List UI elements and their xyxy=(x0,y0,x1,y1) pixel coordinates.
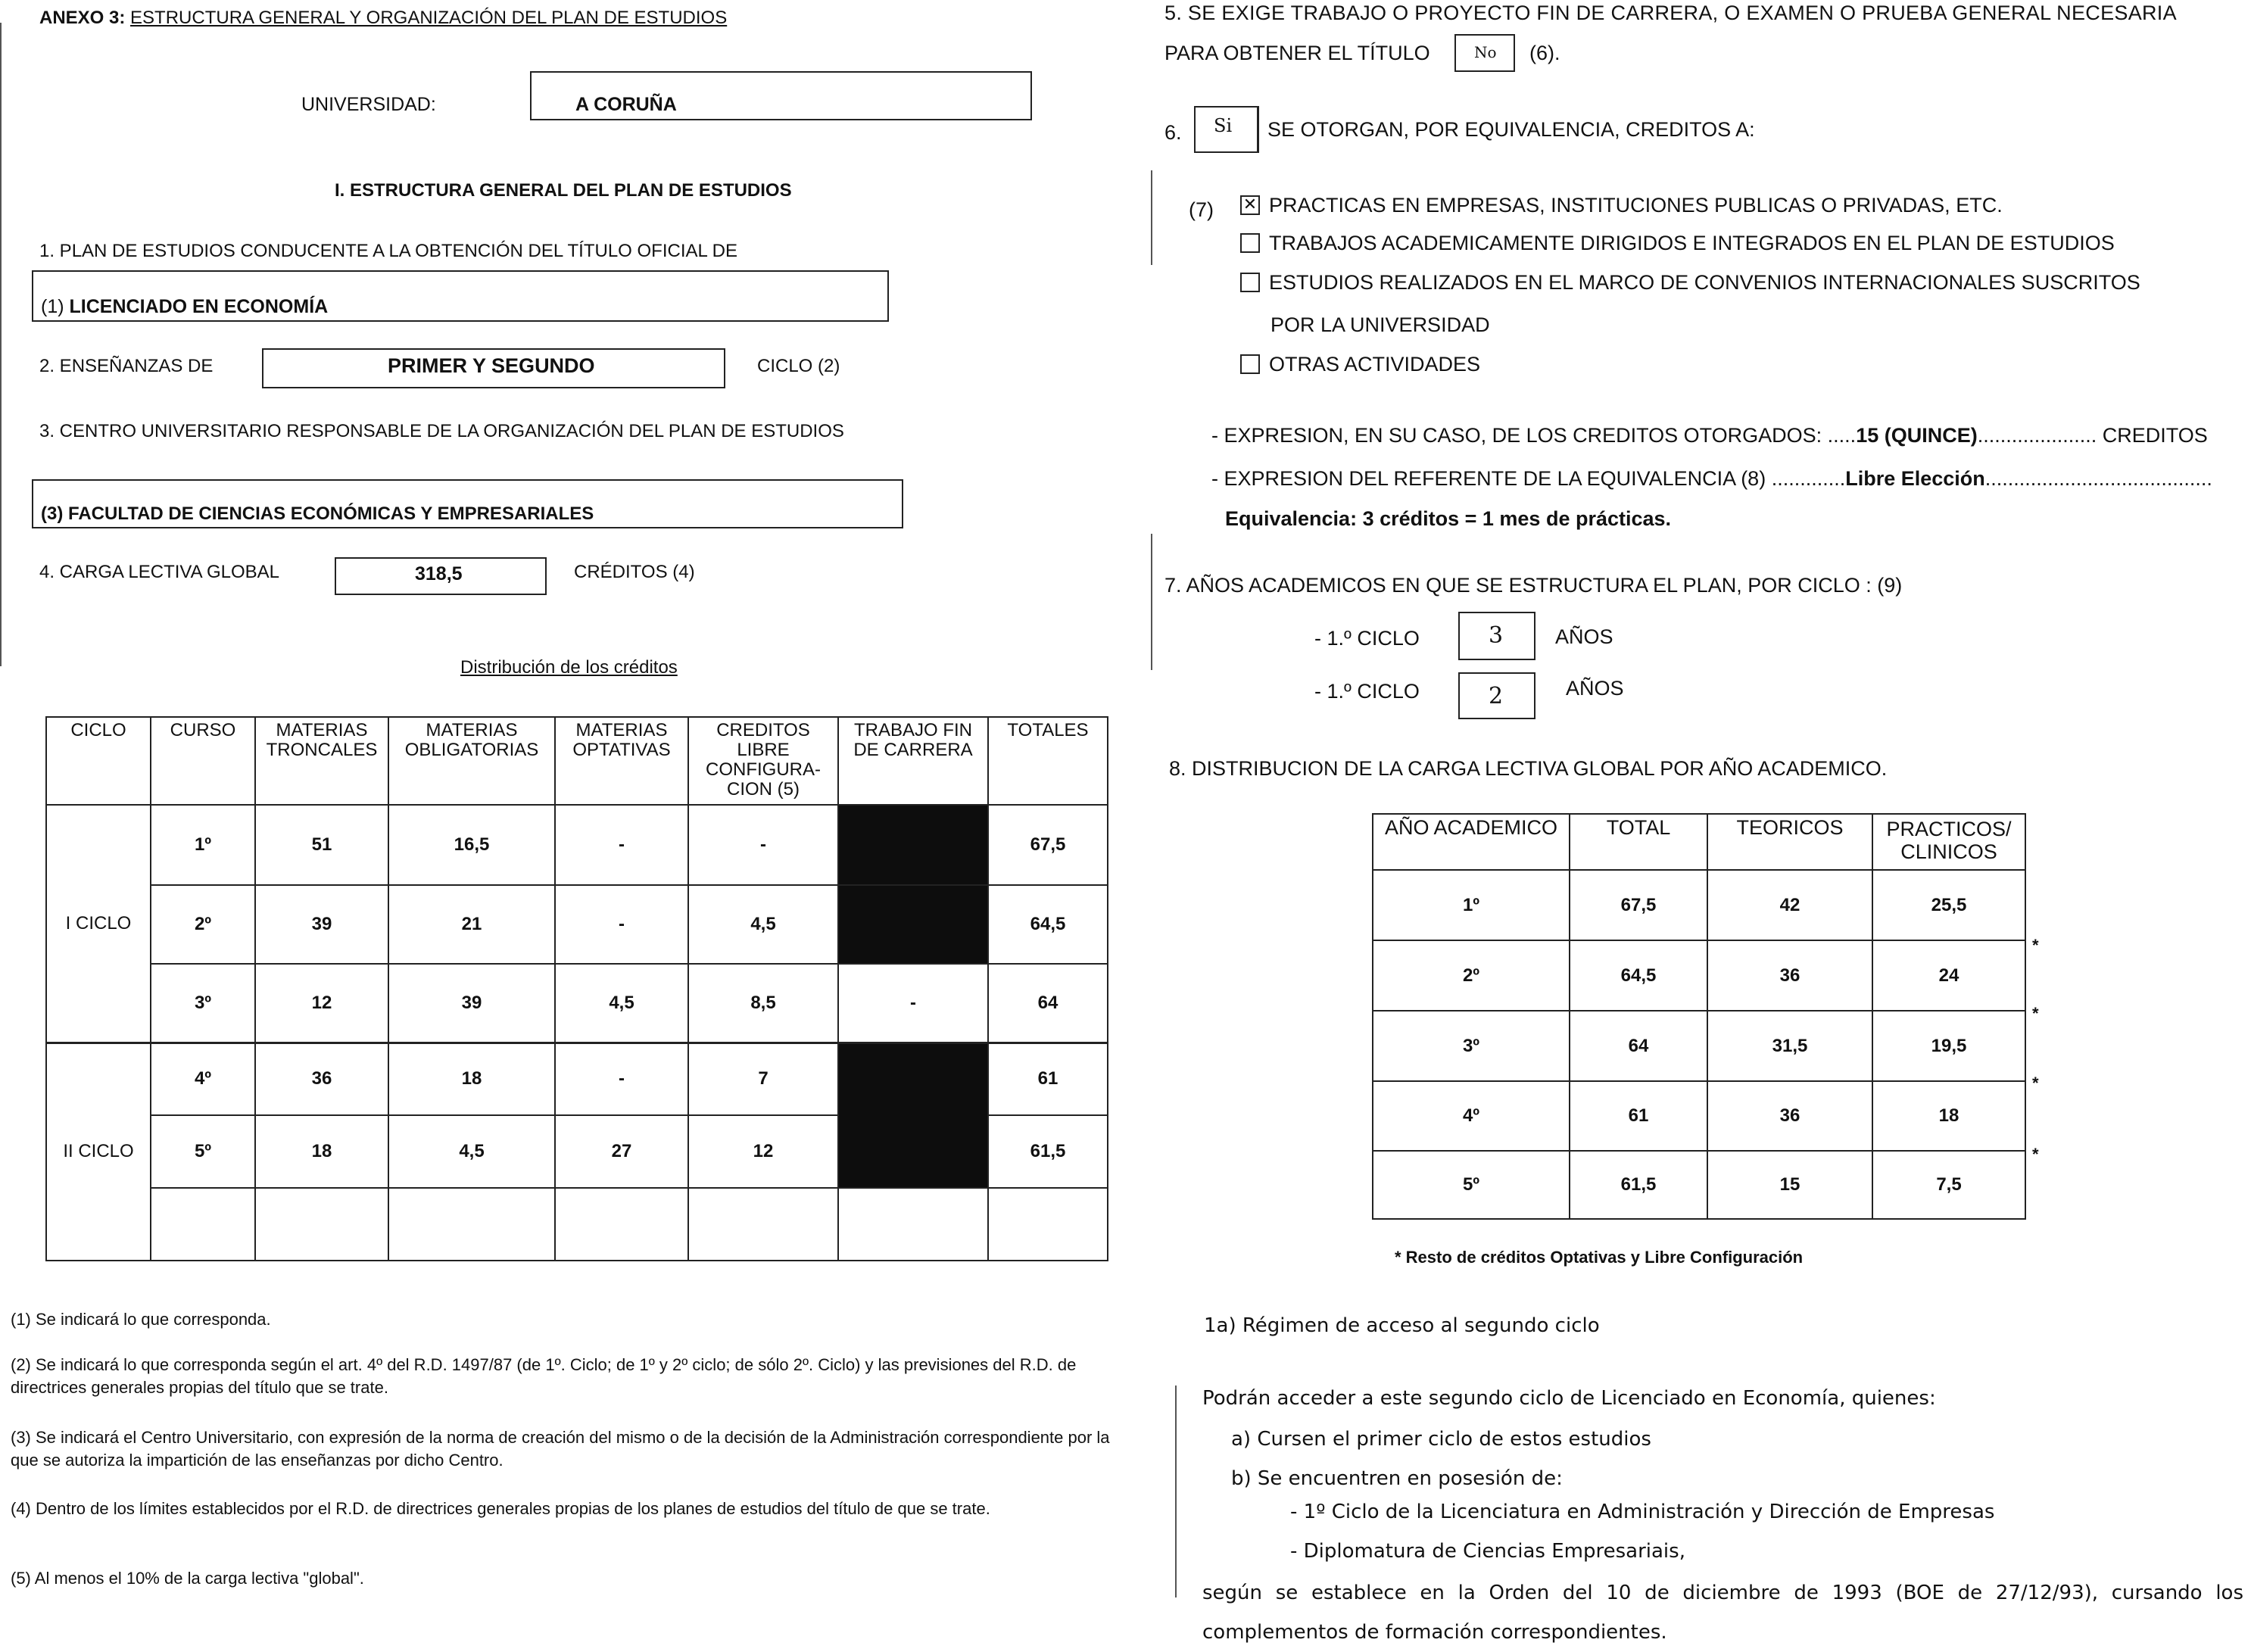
ciclo-years-value: 2 xyxy=(1489,683,1504,709)
troncales-cell: 12 xyxy=(255,964,388,1043)
libre-cell: 12 xyxy=(688,1115,838,1188)
table-header-row xyxy=(1373,814,2025,870)
year-cell: 3º xyxy=(1373,1011,1570,1081)
ciclo-row-label: - 1.º CICLO xyxy=(1314,680,1420,703)
checkbox-icon[interactable] xyxy=(1240,354,1260,374)
item2-suffix: CICLO (2) xyxy=(757,356,840,376)
optativas-cell: 27 xyxy=(555,1115,688,1188)
item2-value: PRIMER Y SEGUNDO xyxy=(388,354,595,377)
checkbox-icon[interactable] xyxy=(1240,233,1260,253)
note-2: (2) Se indicará lo que corresponda según el art. 4º del R.D. 1497/87 (de 1º. Ciclo; de 1º y 2º ciclo; de sólo 2º. Ciclo) y las previsiones del R.D. de directrices generales propias del título que se trate. xyxy=(11,1355,1077,1397)
obligatorias-cell: 18 xyxy=(388,1043,555,1115)
university-field xyxy=(530,71,1032,120)
margin-line xyxy=(1151,170,1152,265)
note-1: (1) Se indicará lo que corresponda. xyxy=(11,1310,271,1329)
obligatorias-cell: 39 xyxy=(388,964,555,1043)
table-row xyxy=(46,1043,1108,1115)
total-cell: 61,5 xyxy=(1570,1151,1707,1219)
university-label: UNIVERSIDAD: xyxy=(301,94,436,115)
totales-cell: 64 xyxy=(988,964,1108,1043)
access-title: 1a) Régimen de acceso al segundo ciclo xyxy=(1204,1314,1600,1337)
curso-cell: 3º xyxy=(151,964,255,1043)
total-cell: 67,5 xyxy=(1570,870,1707,940)
teoricos-cell: 36 xyxy=(1707,1081,1872,1151)
year-cell: 4º xyxy=(1373,1081,1570,1151)
option-practicas xyxy=(1240,194,2003,217)
header-optativas: MATERIAS OPTATIVAS xyxy=(555,717,688,805)
obligatorias-cell: 21 xyxy=(388,885,555,964)
item5-suffix: (6). xyxy=(1529,42,1560,64)
university-value: A CORUÑA xyxy=(575,94,677,115)
item3-value: (3) FACULTAD DE CIENCIAS ECONÓMICAS Y EMPRESARIALES xyxy=(41,503,594,524)
margin-line xyxy=(1175,1385,1177,1597)
item7-marker: (7) xyxy=(1189,198,1214,221)
optativas-cell: 4,5 xyxy=(555,964,688,1043)
note-3: (3) Se indicará el Centro Universitario, con expresión de la norma de creación del mismo o de la decisión de la Administración correspondiente por la que se autoriza la impartición de las enseñanzas por dicho Centro. xyxy=(11,1428,1110,1470)
year-cell: 1º xyxy=(1373,870,1570,940)
header-total: TOTAL xyxy=(1570,814,1707,870)
ciclo-row-label: - 1.º CICLO xyxy=(1314,627,1420,650)
totales-cell: 61,5 xyxy=(988,1115,1108,1188)
table-row xyxy=(1373,1011,2025,1081)
header-troncales: MATERIAS TRONCALES xyxy=(255,717,388,805)
item5-field xyxy=(1454,34,1515,72)
credits-value: 15 (QUINCE) xyxy=(1856,424,1978,447)
option-label: PRACTICAS EN EMPRESAS, INSTITUCIONES PUBLICAS O PRIVADAS, ETC. xyxy=(1269,194,2003,217)
curso-cell: 5º xyxy=(151,1115,255,1188)
table-header-row xyxy=(46,717,1108,805)
item6-text: SE OTORGAN, POR EQUIVALENCIA, CREDITOS A: xyxy=(1267,118,1755,141)
annex-prefix: ANEXO 3: xyxy=(39,8,126,28)
totales-cell: 61 xyxy=(988,1043,1108,1115)
access-b: b) Se encuentren en posesión de: xyxy=(1231,1467,1563,1490)
optativas-cell: - xyxy=(555,885,688,964)
margin-line xyxy=(1151,534,1152,670)
totales-cell: 64,5 xyxy=(988,885,1108,964)
table-row xyxy=(46,885,1108,964)
ciclo-years-field xyxy=(1458,672,1535,719)
ciclo-years-unit: AÑOS xyxy=(1566,677,1624,700)
header-teoricos: TEORICOS xyxy=(1707,814,1872,870)
access-b2: - Diplomatura de Ciencias Empresariais, xyxy=(1290,1540,1685,1563)
troncales-cell: 39 xyxy=(255,885,388,964)
equivalence-note: Equivalencia: 3 créditos = 1 mes de prácticas. xyxy=(1225,507,1672,530)
checkbox-icon[interactable] xyxy=(1240,273,1260,292)
option-label: ESTUDIOS REALIZADOS EN EL MARCO DE CONVENIOS INTERNACIONALES SUSCRITOS xyxy=(1269,271,2140,294)
practicos-cell: 19,5 xyxy=(1872,1011,2025,1081)
practicos-cell: 18 xyxy=(1872,1081,2025,1151)
total-cell: 61 xyxy=(1570,1081,1707,1151)
item6-value: Si xyxy=(1214,115,1233,136)
item5-line1: 5. SE EXIGE TRABAJO O PROYECTO FIN DE CARRERA, O EXAMEN O PRUEBA GENERAL NECESARIA xyxy=(1164,2,2177,24)
item8-label: 8. DISTRIBUCION DE LA CARGA LECTIVA GLOBAL POR AÑO ACADEMICO. xyxy=(1169,757,1888,780)
carga-field xyxy=(335,557,547,595)
item4-suffix: CRÉDITOS (4) xyxy=(574,562,695,582)
libre-cell: 7 xyxy=(688,1043,838,1115)
year-cell: 2º xyxy=(1373,940,1570,1011)
access-final: según se establece en la Orden del 10 de diciembre de 1993 (BOE de 27/12/93), cursando los complementos de formación correspondientes. xyxy=(1202,1582,2243,1644)
item1-prefix: (1) xyxy=(41,296,64,317)
checkbox-checked-icon[interactable]: ✕ xyxy=(1240,195,1260,215)
curso-cell: 4º xyxy=(151,1043,255,1115)
year-cell: 5º xyxy=(1373,1151,1570,1219)
distribution-title: Distribución de los créditos xyxy=(460,657,678,678)
troncales-cell: 51 xyxy=(255,805,388,885)
teoricos-cell: 42 xyxy=(1707,870,1872,940)
table-row xyxy=(1373,870,2025,940)
header-trabajo: TRABAJO FIN DE CARRERA xyxy=(838,717,988,805)
equivalence-expression: - EXPRESION DEL REFERENTE DE LA EQUIVALENCIA (8) .............Libre Elección........................................ xyxy=(1211,467,2212,490)
ciclo-cell: I CICLO xyxy=(46,805,151,1043)
credits-expression: - EXPRESION, EN SU CASO, DE LOS CREDITOS OTORGADOS: .....15 (QUINCE)..................... CREDITOS xyxy=(1211,424,2208,447)
ciclo-years-unit: AÑOS xyxy=(1555,625,1613,648)
row-star: * xyxy=(2032,1145,2039,1164)
option-label: TRABAJOS ACADEMICAMENTE DIRIGIDOS E INTEGRADOS EN EL PLAN DE ESTUDIOS xyxy=(1269,232,2115,254)
item7-label: 7. AÑOS ACADEMICOS EN QUE SE ESTRUCTURA EL PLAN, POR CICLO : (9) xyxy=(1164,574,1903,597)
total-cell: 64,5 xyxy=(1570,940,1707,1011)
teoricos-cell: 31,5 xyxy=(1707,1011,1872,1081)
troncales-cell: 36 xyxy=(255,1043,388,1115)
row-star: * xyxy=(2032,1074,2039,1093)
totales-cell: 67,5 xyxy=(988,805,1108,885)
practicos-cell: 25,5 xyxy=(1872,870,2025,940)
annex-heading xyxy=(39,8,727,29)
header-ciclo: CICLO xyxy=(46,717,151,805)
item4-value: 318,5 xyxy=(415,563,463,584)
header-curso: CURSO xyxy=(151,717,255,805)
row-star: * xyxy=(2032,1004,2039,1023)
libre-cell: - xyxy=(688,805,838,885)
note-4: (4) Dentro de los límites establecidos por el R.D. de directrices generales propias de los planes de estudios del título de que se trate. xyxy=(11,1499,990,1518)
ensenanzas-field xyxy=(262,348,725,388)
total-cell: 64 xyxy=(1570,1011,1707,1081)
ciclo-years-value: 3 xyxy=(1489,622,1504,649)
margin-line xyxy=(0,23,2,666)
ciclo-years-field xyxy=(1458,612,1535,660)
carga-lectiva-table xyxy=(1372,813,2026,1220)
practicos-cell: 7,5 xyxy=(1872,1151,2025,1219)
header-practicos: PRACTICOS/ CLINICOS xyxy=(1872,814,2025,870)
section-title: I. ESTRUCTURA GENERAL DEL PLAN DE ESTUDIOS xyxy=(335,180,792,201)
item1-label: 1. PLAN DE ESTUDIOS CONDUCENTE A LA OBTENCIÓN DEL TÍTULO OFICIAL DE xyxy=(39,241,737,261)
annex-title: ESTRUCTURA GENERAL Y ORGANIZACIÓN DEL PLAN DE ESTUDIOS xyxy=(130,8,728,28)
trabajo-cell-shaded xyxy=(838,1043,988,1188)
libre-cell: 8,5 xyxy=(688,964,838,1043)
table-row xyxy=(46,964,1108,1043)
option-label: OTRAS ACTIVIDADES xyxy=(1269,353,1481,376)
access-b1: - 1º Ciclo de la Licenciatura en Administración y Dirección de Empresas xyxy=(1290,1501,1995,1523)
title-field xyxy=(32,270,889,322)
obligatorias-cell: 4,5 xyxy=(388,1115,555,1188)
row-star: * xyxy=(2032,936,2039,955)
trabajo-cell: - xyxy=(838,964,988,1043)
practicos-cell: 24 xyxy=(1872,940,2025,1011)
equivalence-value: Libre Elección xyxy=(1845,467,1985,490)
centro-field xyxy=(32,479,903,528)
optativas-cell: - xyxy=(555,1043,688,1115)
teoricos-cell: 15 xyxy=(1707,1151,1872,1219)
header-totales: TOTALES xyxy=(988,717,1108,805)
option-otras xyxy=(1240,353,1480,376)
table-row xyxy=(1373,940,2025,1011)
option-estudios-cont: POR LA UNIVERSIDAD xyxy=(1270,313,1490,336)
optativas-cell: - xyxy=(555,805,688,885)
obligatorias-cell: 16,5 xyxy=(388,805,555,885)
carga-footnote: * Resto de créditos Optativas y Libre Configuración xyxy=(1395,1248,1804,1267)
trabajo-cell-shaded xyxy=(838,805,988,885)
item3-label: 3. CENTRO UNIVERSITARIO RESPONSABLE DE LA ORGANIZACIÓN DEL PLAN DE ESTUDIOS xyxy=(39,421,844,441)
trabajo-cell-shaded xyxy=(838,885,988,964)
table-row-empty xyxy=(46,1188,1108,1261)
note-5: (5) Al menos el 10% de la carga lectiva "global". xyxy=(11,1569,364,1588)
ciclo-cell: II CICLO xyxy=(46,1043,151,1261)
item5-value: No xyxy=(1474,43,1497,61)
option-estudios xyxy=(1240,271,2140,295)
troncales-cell: 18 xyxy=(255,1115,388,1188)
access-a: a) Cursen el primer ciclo de estos estudios xyxy=(1231,1428,1651,1451)
item6-num: 6. xyxy=(1164,121,1182,144)
table-row xyxy=(46,805,1108,885)
header-obligatorias: MATERIAS OBLIGATORIAS xyxy=(388,717,555,805)
credits-distribution-table xyxy=(45,716,1108,1261)
libre-cell: 4,5 xyxy=(688,885,838,964)
header-libre: CREDITOS LIBRE CONFIGURA- CION (5) xyxy=(688,717,838,805)
header-ano: AÑO ACADEMICO xyxy=(1373,814,1570,870)
curso-cell: 2º xyxy=(151,885,255,964)
item1-value: LICENCIADO EN ECONOMÍA xyxy=(69,296,329,317)
table-row xyxy=(1373,1081,2025,1151)
item5-line2: PARA OBTENER EL TÍTULO xyxy=(1164,42,1430,64)
curso-cell: 1º xyxy=(151,805,255,885)
option-trabajos xyxy=(1240,232,2115,255)
teoricos-cell: 36 xyxy=(1707,940,1872,1011)
table-row xyxy=(1373,1151,2025,1219)
item2-label: 2. ENSEÑANZAS DE xyxy=(39,356,214,376)
item6-field xyxy=(1194,106,1259,153)
access-intro: Podrán acceder a este segundo ciclo de Licenciado en Economía, quienes: xyxy=(1202,1387,1936,1410)
item4-label: 4. CARGA LECTIVA GLOBAL xyxy=(39,562,280,582)
